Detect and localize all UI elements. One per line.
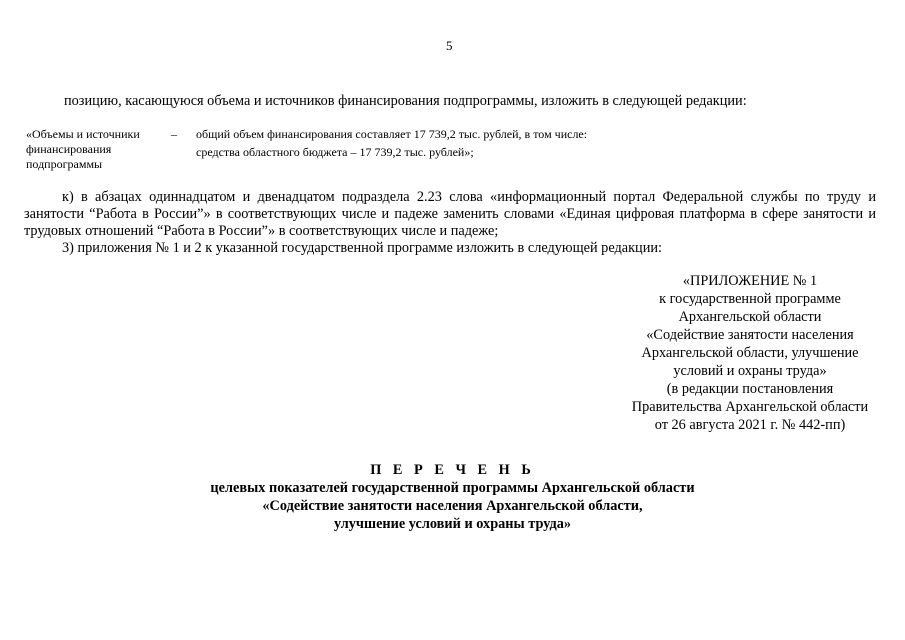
list-title — [0, 461, 905, 533]
list-title-line: улучшение условий и охраны труда» — [333, 516, 572, 532]
appendix-line: Архангельской области — [678, 309, 822, 325]
funding-label-line: «Объемы и источники — [26, 127, 140, 141]
appendix-line: Правительства Архангельской области — [631, 399, 869, 415]
funding-value-line: средства областного бюджета – 17 739,2 тыс. рублей»; — [196, 145, 474, 159]
page-number: 5 — [446, 38, 453, 53]
funding-label-line: финансирования — [26, 142, 112, 156]
list-title-line: «Содействие занятости населения Архангельской области, — [262, 498, 643, 514]
appendix-line: условий и охраны труда» — [673, 363, 827, 379]
appendix-line: к государственной программе — [659, 291, 841, 307]
appendix-line: «ПРИЛОЖЕНИЕ № 1 — [682, 273, 818, 289]
funding-label-line: подпрограммы — [26, 157, 103, 171]
appendix-header — [590, 272, 905, 434]
appendix-line: от 26 августа 2021 г. № 442-пп) — [654, 417, 846, 433]
funding-table-dash: – — [171, 127, 177, 141]
appendix-line: Архангельской области, улучшение — [641, 345, 859, 361]
paragraph-k: к) в абзацах одиннадцатом и двенадцатом подраздела 2.23 слова «информационный портал Федеральной службы по труду и занятости “Работа в России”» в соответствующих числе и падеже заменить словами «Единая цифровая платформа в сфере занятости и трудовых отношений “Работа в России”» в соответствующих числе и падеже; — [24, 189, 876, 239]
funding-value-line: общий объем финансирования составляет 17 739,2 тыс. рублей, в том числе: — [196, 127, 588, 141]
funding-table-value — [196, 127, 666, 163]
intro-paragraph: позицию, касающуюся объема и источников финансирования подпрограммы, изложить в следующей редакции: — [64, 93, 747, 109]
paragraph-3: 3) приложения № 1 и 2 к указанной государственной программе изложить в следующей редакции: — [62, 240, 662, 256]
list-title-line: целевых показателей государственной программы Архангельской области — [210, 480, 695, 496]
list-heading: П Е Р Е Ч Е Н Ь — [370, 462, 535, 478]
appendix-line: (в редакции постановления — [666, 381, 834, 397]
funding-table-label — [26, 127, 166, 172]
appendix-line: «Содействие занятости населения — [646, 327, 854, 343]
